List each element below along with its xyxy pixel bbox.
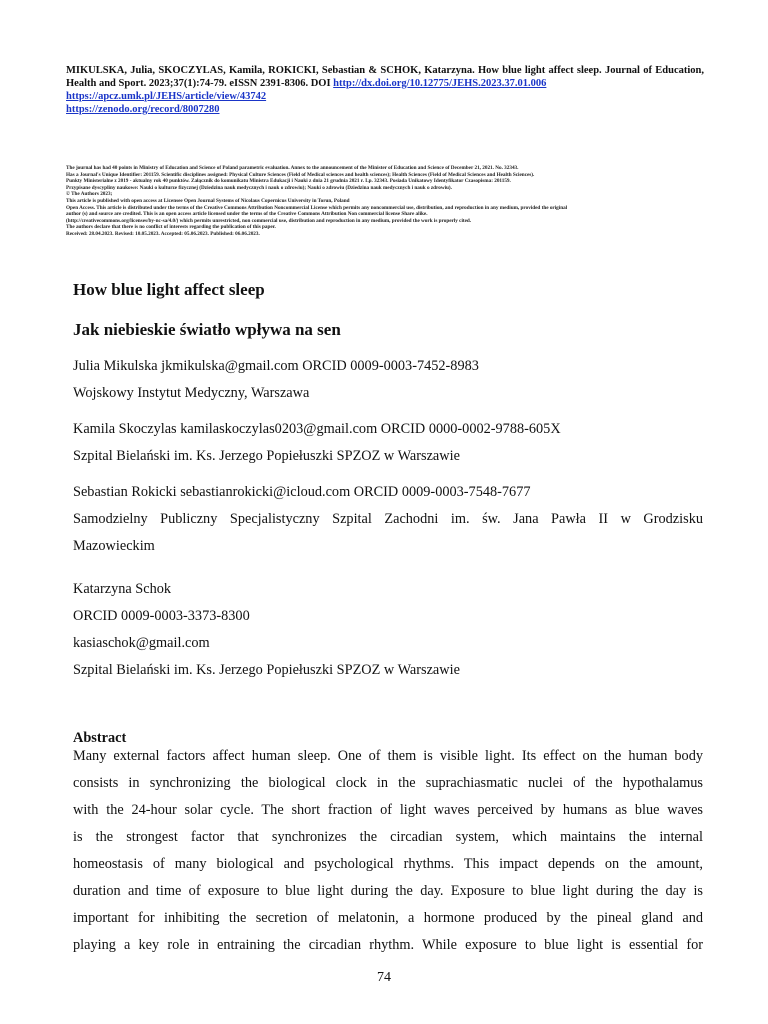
smallprint-line: Received: 28.04.2023. Revised: 10.05.2023. Accepted: 05.06.2023. Published: 06.06.2023. bbox=[66, 230, 260, 237]
abstract-line: playing a key role in entraining the circadian rhythm. While exposure to blue light is essential for bbox=[73, 937, 703, 953]
journal-small-print bbox=[66, 165, 704, 238]
author-1-details: Julia Mikulska jkmikulska@gmail.com ORCID 0009-0003-7452-8983 bbox=[73, 358, 479, 374]
abstract-line: is the strongest factor that synchronizes the circadian system, which maintains the internal bbox=[73, 829, 703, 845]
citation-block bbox=[66, 64, 704, 116]
smallprint-line: Punkty Ministerialne z 2019 - aktualny rok 40 punktów. Załącznik do komunikatu Ministra Edukacji i Nauki z dnia 21 grudnia 2021 r. Lp. 32343. Posiada Unikatowy Identyfikator Czasopisma: 201159. bbox=[66, 178, 511, 185]
author-1-affiliation: Wojskowy Instytut Medyczny, Warszawa bbox=[73, 385, 310, 401]
smallprint-line: The authors declare that there is no conflict of interests regarding the publication of this paper. bbox=[66, 224, 276, 231]
abstract-line: Many external factors affect human sleep. One of them is visible light. Its effect on the human body bbox=[73, 748, 703, 764]
smallprint-line: This article is published with open access at Licensee Open Journal Systems of Nicolaus Copernicus University in Torun, Poland bbox=[66, 197, 350, 204]
author-4-email: kasiaschok@gmail.com bbox=[73, 635, 210, 651]
title-english: How blue light affect sleep bbox=[73, 280, 265, 299]
doi-link[interactable]: http://dx.doi.org/10.12775/JEHS.2023.37.01.006 bbox=[333, 78, 547, 89]
smallprint-line: author (s) and source are credited. This is an open access article licensed under the terms of the Creative Commons Attribution Non commercial license Share alike. bbox=[66, 211, 428, 218]
zenodo-link[interactable]: https://zenodo.org/record/8007280 bbox=[66, 104, 220, 115]
smallprint-line: © The Authors 2023; bbox=[66, 191, 113, 198]
abstract-body bbox=[73, 743, 703, 959]
abstract-line: consists in synchronizing the biological clock in the suprachiasmatic nuclei of the hypothalamus bbox=[73, 775, 703, 791]
abstract-line: homeostasis of many biological and psychological rhythms. This impact depends on the amount, bbox=[73, 856, 703, 872]
author-4-orcid: ORCID 0009-0003-3373-8300 bbox=[73, 608, 250, 624]
citation-text: MIKULSKA, Julia, SKOCZYLAS, Kamila, ROKICKI, Sebastian & SCHOK, Katarzyna. How blue light affect sleep. Journal of Education, Health and Sport. 2023;37(1):74-79. eISSN 2391-8306. DOI bbox=[66, 65, 704, 89]
abstract-line: with the 24-hour solar cycle. The short fraction of light waves perceived by humans as blue waves bbox=[73, 802, 703, 818]
abstract-line: important for inhibiting the secretion of melatonin, a hormone produced by the pineal gland and bbox=[73, 910, 703, 926]
smallprint-line: (http://creativecommons.org/licenses/by-nc-sa/4.0/) which permits unrestricted, non commercial use, distribution and reproduction in any medium, provided the work is properly cited. bbox=[66, 217, 472, 224]
title-polish: Jak niebieskie światło wpływa na sen bbox=[73, 320, 341, 339]
page-number: 74 bbox=[377, 970, 391, 985]
abstract-line: duration and time of exposure to blue light during the day. Exposure to blue light during the day is bbox=[73, 883, 703, 899]
smallprint-line: Open Access. This article is distributed under the terms of the Creative Commons Attribution Noncommercial License which permits any noncommercial use, distribution, and reproduction in any medium, provided the original bbox=[66, 204, 568, 211]
author-2-details: Kamila Skoczylas kamilaskoczylas0203@gmail.com ORCID 0000-0002-9788-605X bbox=[73, 421, 561, 437]
author-3-details: Sebastian Rokicki sebastianrokicki@icloud.com ORCID 0009-0003-7548-7677 bbox=[73, 484, 531, 500]
article-link[interactable]: https://apcz.umk.pl/JEHS/article/view/43742 bbox=[66, 91, 267, 102]
smallprint-line: The journal has had 40 points in Ministry of Education and Science of Poland parametric evaluation. Annex to the announcement of the Minister of Education and Science of December 21, 2021. No. 32343. bbox=[66, 165, 519, 171]
author-2-affiliation: Szpital Bielański im. Ks. Jerzego Popiełuszki SPZOZ w Warszawie bbox=[73, 448, 460, 464]
author-3-affiliation-line1: Samodzielny Publiczny Specjalistyczny Szpital Zachodni im. św. Jana Pawła II w Grodzisku bbox=[73, 511, 703, 527]
author-4-affiliation: Szpital Bielański im. Ks. Jerzego Popiełuszki SPZOZ w Warszawie bbox=[73, 662, 460, 678]
smallprint-line: Has a Journal's Unique Identifier: 201159. Scientific disciplines assigned: Physical Culture Sciences (Field of Medical sciences and health sciences); Health Sciences (Field of Medical Sciences and Health Sciences). bbox=[66, 171, 535, 178]
abstract-heading: Abstract bbox=[73, 730, 127, 746]
author-3-affiliation-line2: Mazowieckim bbox=[73, 538, 155, 554]
author-4-name: Katarzyna Schok bbox=[73, 581, 172, 597]
smallprint-line: Przypisane dyscypliny naukowe: Nauki o kulturze fizycznej (Dziedzina nauk medycznych i nauk o zdrowiu); Nauki o zdrowiu (Dziedzina nauk medycznych i nauk o zdrowiu). bbox=[66, 184, 452, 191]
